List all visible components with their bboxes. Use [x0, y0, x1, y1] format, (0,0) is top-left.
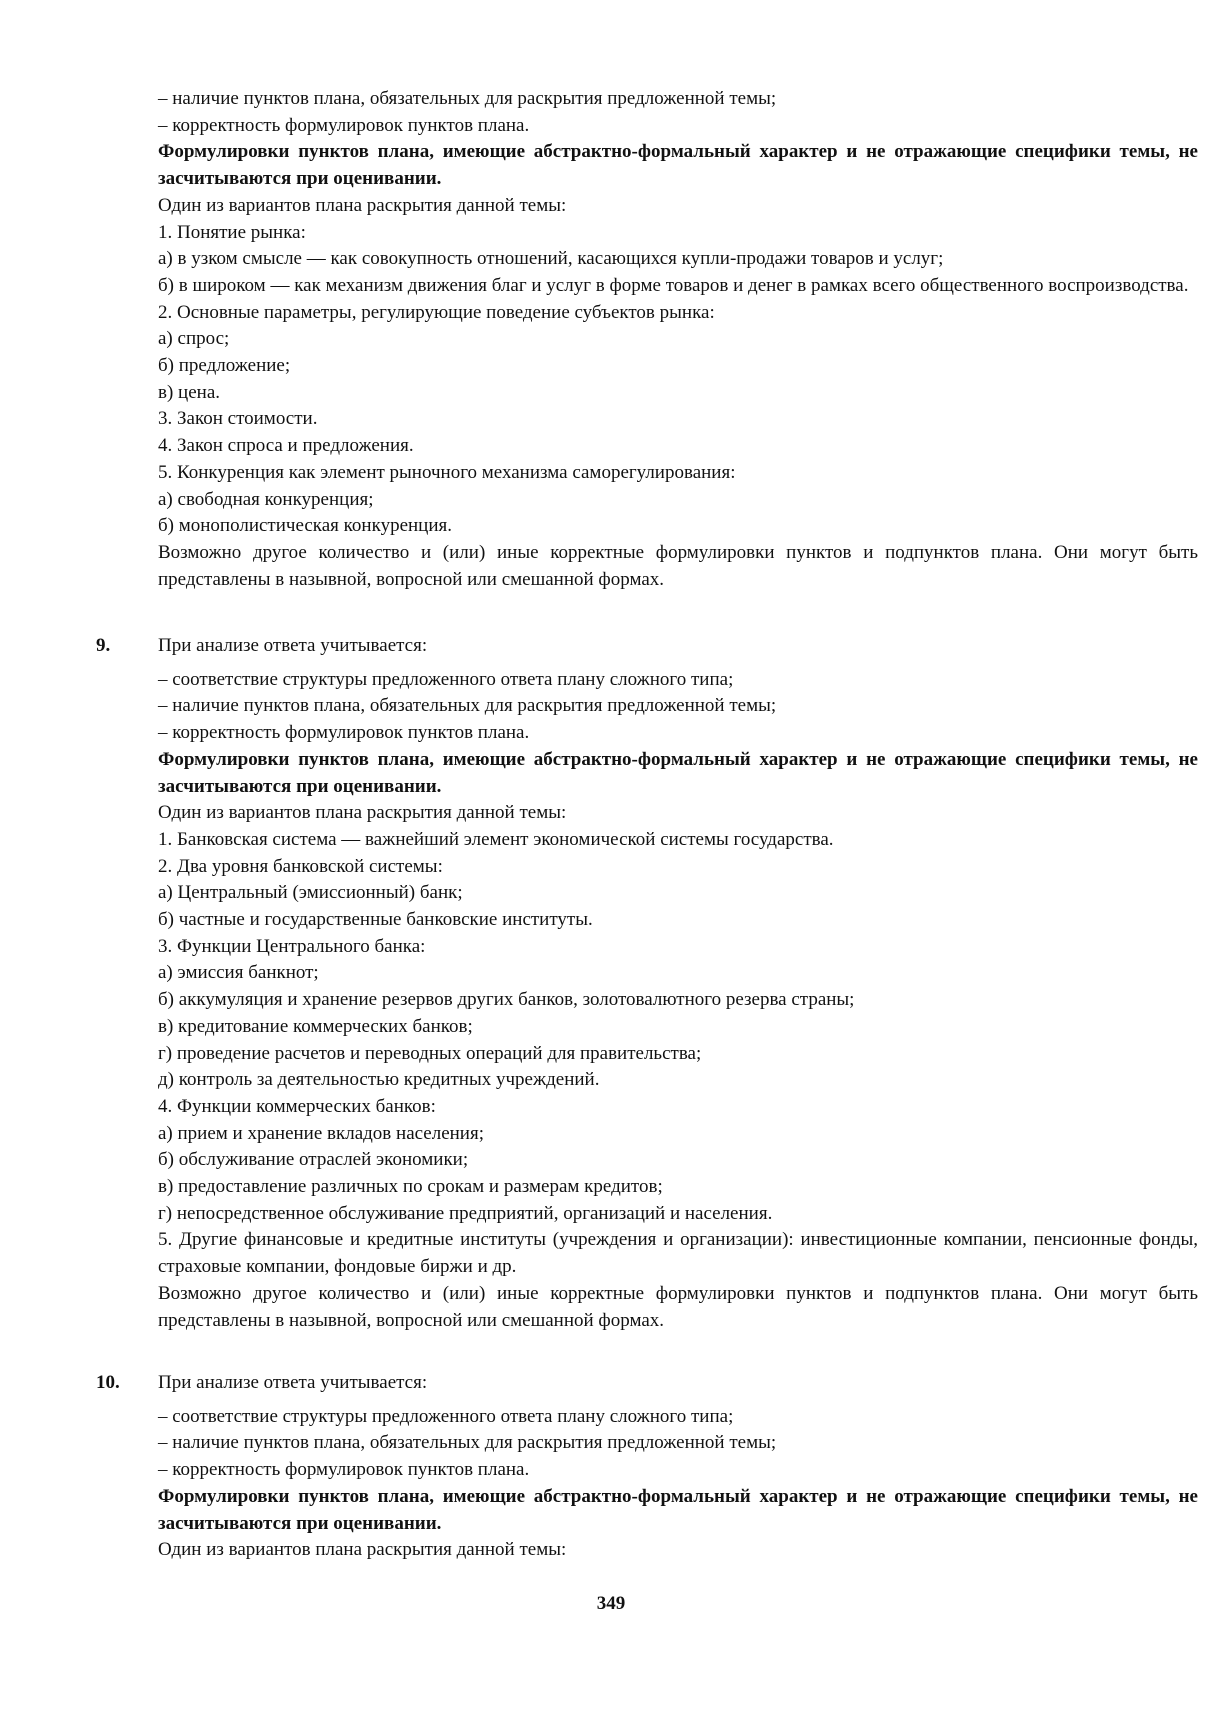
plan-item: а) прием и хранение вкладов населения;	[158, 1122, 484, 1144]
plan-item: 5. Другие финансовые и кредитные институты (учреждения и организации): инвестиционные компании, пенсионные фонды, страховые компании, фондовые биржи и др.	[158, 1229, 1198, 1278]
plan-item: 4. Функции коммерческих банков:	[158, 1095, 436, 1117]
criterion-item: – соответствие структуры предложенного ответа плану сложного типа;	[158, 1405, 734, 1427]
plan-item: 4. Закон спроса и предложения.	[158, 435, 414, 457]
plan-item: б) аккумуляция и хранение резервов других банков, золотовалютного резерва страны;	[158, 989, 855, 1011]
plan-intro: Один из вариантов плана раскрытия данной темы:	[158, 1539, 567, 1561]
section-9-number: 9.	[96, 635, 111, 656]
bold-note: Формулировки пунктов плана, имеющие абстрактно-формальный характер и не отражающие специфики темы, не засчитываются при оценивании.	[158, 1485, 1198, 1534]
plan-item: а) Центральный (эмиссионный) банк;	[158, 882, 463, 904]
bold-note: Формулировки пунктов плана, имеющие абстрактно-формальный характер и не отражающие специфики темы, не засчитываются при оценивании.	[158, 141, 1198, 190]
plan-item: г) проведение расчетов и переводных операций для правительства;	[158, 1042, 702, 1064]
plan-item: б) предложение;	[158, 355, 291, 377]
criterion-item: – корректность формулировок пунктов плана.	[158, 114, 530, 136]
criterion-item: – соответствие структуры предложенного ответа плану сложного типа;	[158, 668, 734, 690]
criterion-item: – наличие пунктов плана, обязательных для раскрытия предложенной темы;	[158, 1432, 777, 1454]
plan-item: в) кредитование коммерческих банков;	[158, 1015, 473, 1037]
criterion-item: – корректность формулировок пунктов плана.	[158, 722, 530, 744]
plan-item: а) спрос;	[158, 328, 230, 350]
section-9	[158, 633, 1198, 1334]
plan-item: б) монополистическая конкуренция.	[158, 515, 452, 537]
criterion-item: – корректность формулировок пунктов плана.	[158, 1459, 530, 1481]
plan-item: б) в широком — как механизм движения благ и услуг в форме товаров и денег в рамках всего общественного воспроизводства.	[158, 274, 1189, 296]
closing-note: Возможно другое количество и (или) иные корректные формулировки пунктов и подпунктов плана. Они могут быть представлены в назывной, вопросной или смешанной формах.	[158, 541, 1198, 590]
section-10	[158, 1370, 1198, 1564]
bold-note: Формулировки пунктов плана, имеющие абстрактно-формальный характер и не отражающие специфики темы, не засчитываются при оценивании.	[158, 748, 1198, 797]
section-lead: При анализе ответа учитывается:	[158, 1372, 428, 1393]
plan-item: 1. Банковская система — важнейший элемент экономической системы государства.	[158, 828, 834, 850]
section-lead: При анализе ответа учитывается:	[158, 635, 428, 656]
plan-item: 5. Конкуренция как элемент рыночного механизма саморегулирования:	[158, 461, 736, 483]
plan-item: 1. Понятие рынка:	[158, 221, 306, 243]
plan-item: г) непосредственное обслуживание предприятий, организаций и населения.	[158, 1202, 773, 1224]
plan-item: а) свободная конкуренция;	[158, 488, 374, 510]
plan-item: а) в узком смысле — как совокупность отношений, касающихся купли-продажи товаров и услуг;	[158, 248, 944, 270]
criterion-item: – наличие пунктов плана, обязательных для раскрытия предложенной темы;	[158, 88, 777, 109]
page-number: 349	[596, 1593, 626, 1614]
closing-note: Возможно другое количество и (или) иные корректные формулировки пунктов и подпунктов плана. Они могут быть представлены в назывной, вопросной или смешанной формах.	[158, 1282, 1198, 1331]
plan-intro: Один из вариантов плана раскрытия данной темы:	[158, 194, 567, 216]
plan-item: 3. Функции Центрального банка:	[158, 935, 426, 957]
plan-item: д) контроль за деятельностью кредитных учреждений.	[158, 1069, 600, 1091]
plan-item: 3. Закон стоимости.	[158, 408, 318, 430]
plan-item: в) цена.	[158, 381, 221, 403]
plan-item: 2. Два уровня банковской системы:	[158, 855, 443, 877]
section-10-number: 10.	[96, 1372, 120, 1393]
plan-item: б) частные и государственные банковские институты.	[158, 909, 593, 931]
plan-item: в) предоставление различных по срокам и размерам кредитов;	[158, 1176, 663, 1198]
plan-item: 2. Основные параметры, регулирующие поведение субъектов рынка:	[158, 301, 715, 323]
criterion-item: – наличие пунктов плана, обязательных для раскрытия предложенной темы;	[158, 695, 777, 717]
plan-item: б) обслуживание отраслей экономики;	[158, 1149, 469, 1171]
plan-item: а) эмиссия банкнот;	[158, 962, 319, 984]
plan-intro: Один из вариантов плана раскрытия данной темы:	[158, 802, 567, 824]
section-8-tail	[158, 86, 1198, 593]
